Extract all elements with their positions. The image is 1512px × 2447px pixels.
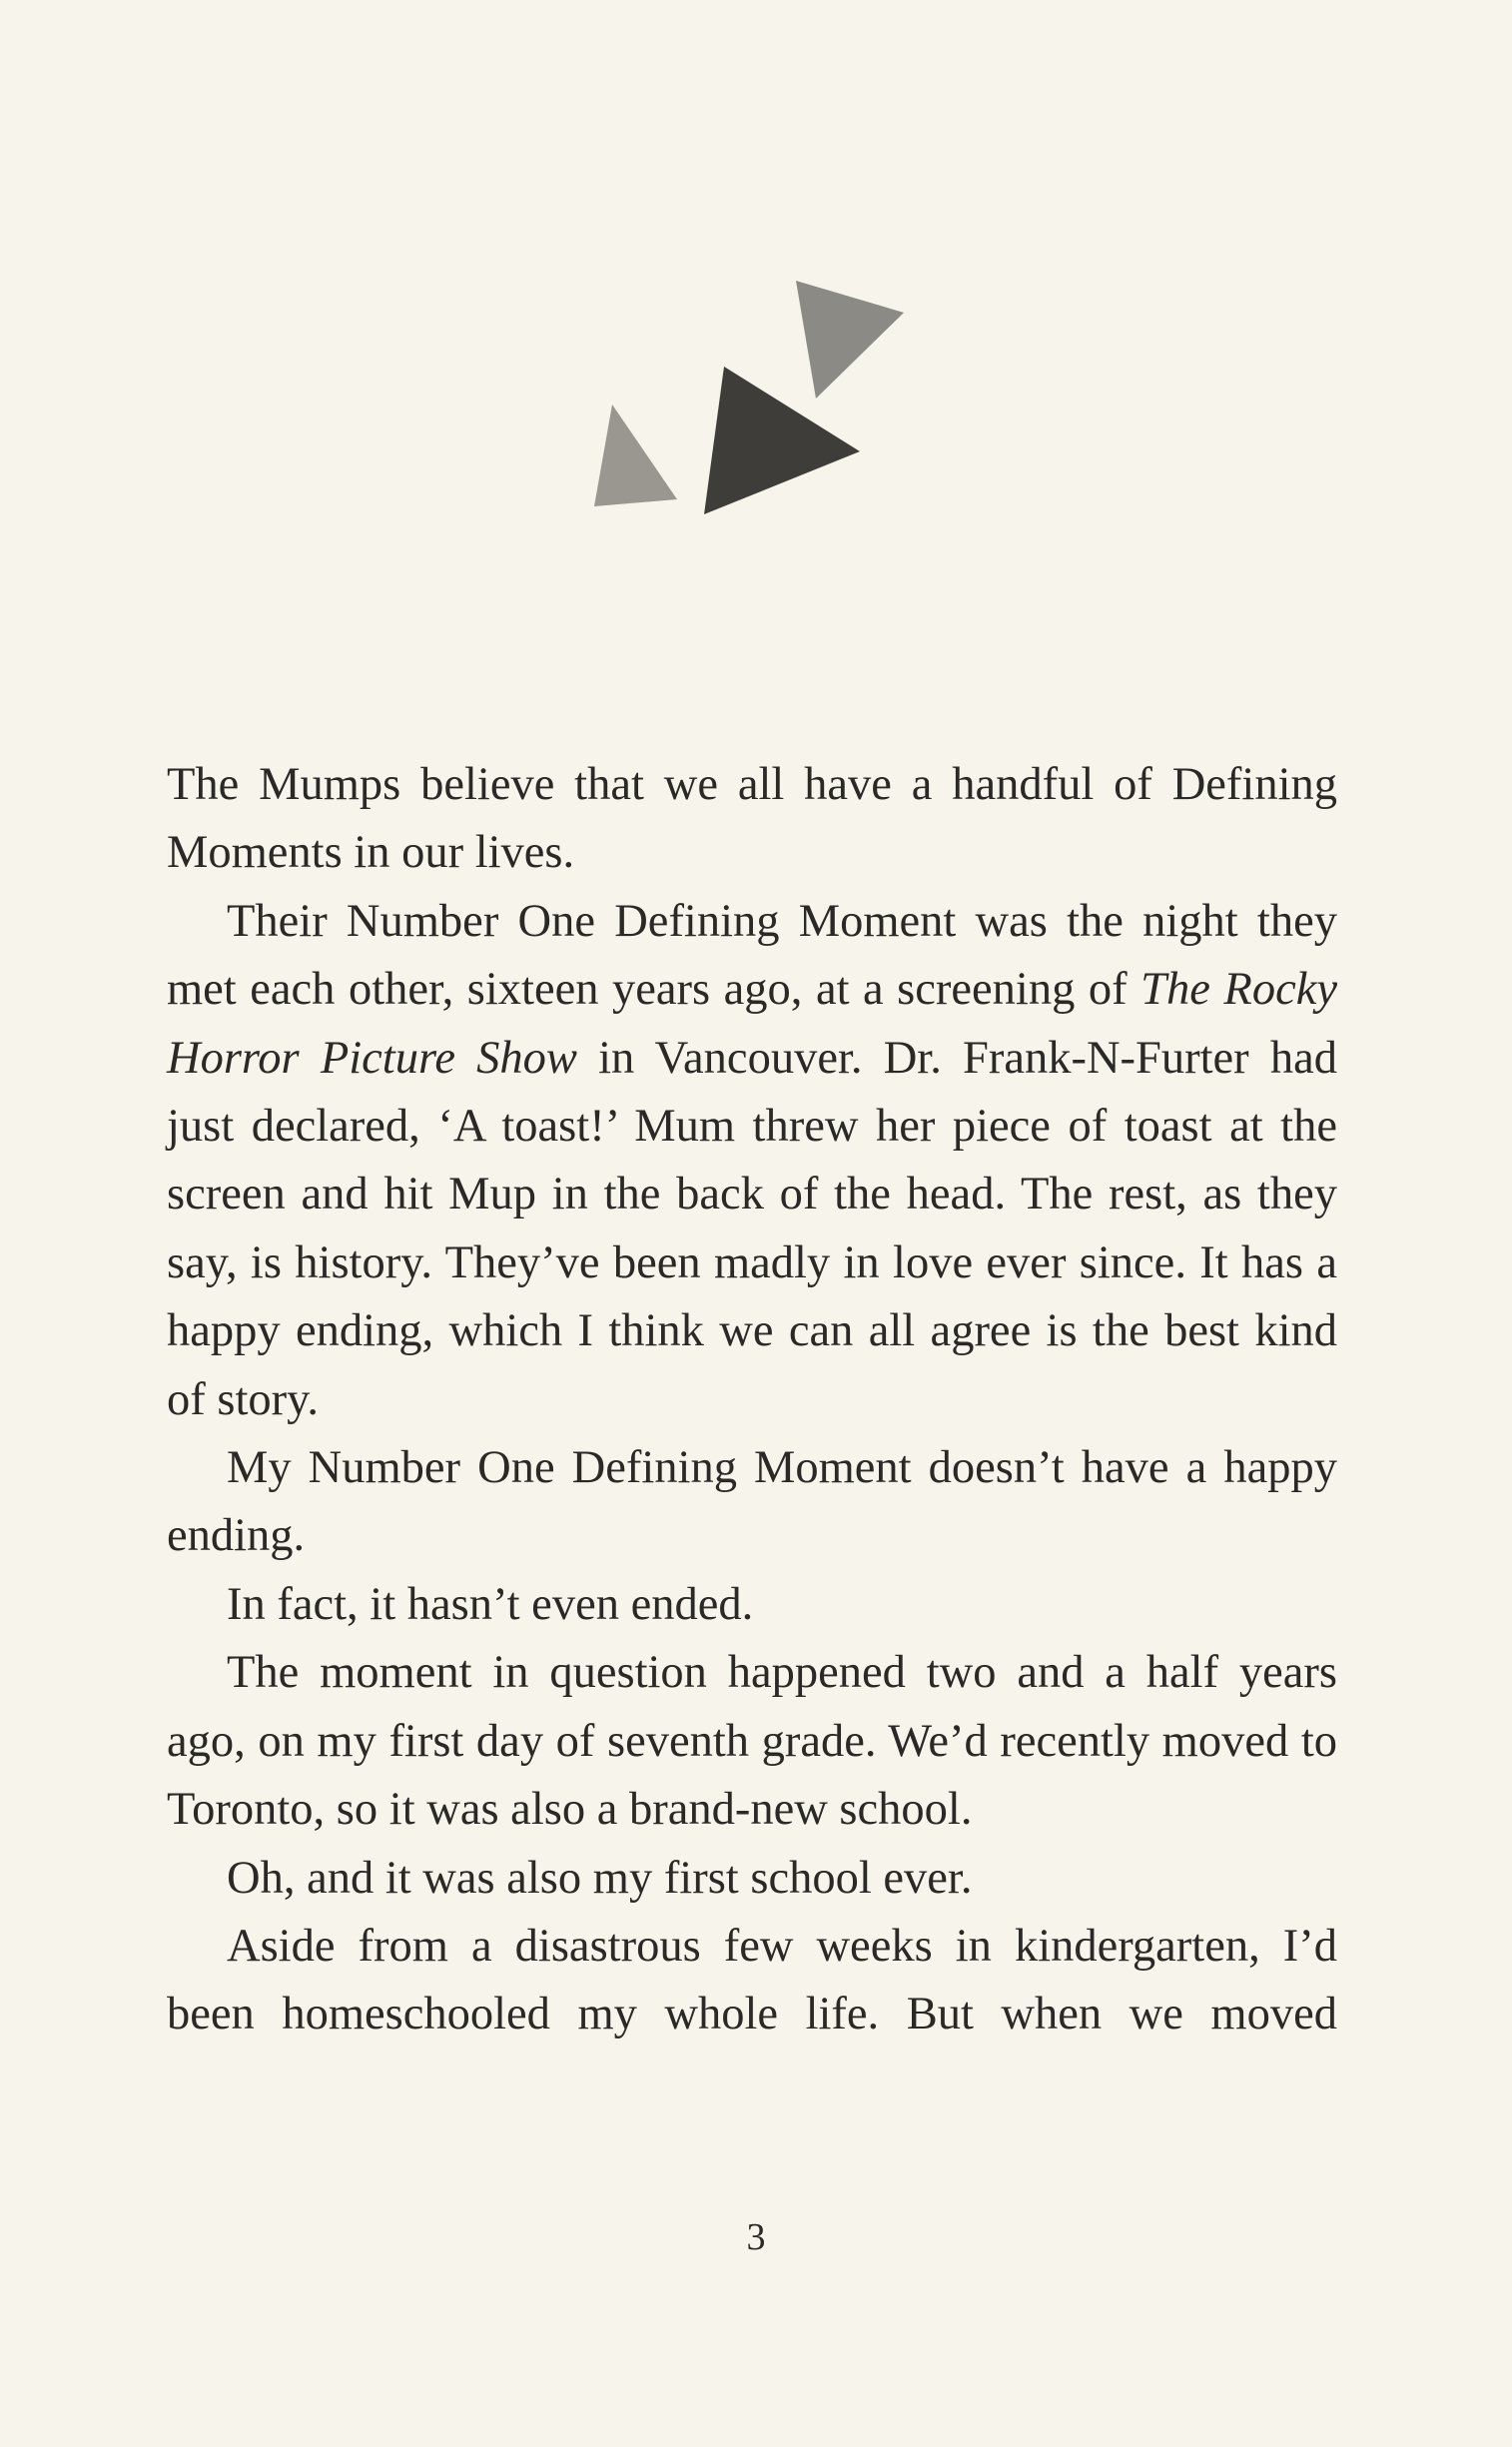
paragraph-text: In fact, it hasn’t even ended. — [227, 1578, 754, 1630]
paragraph — [167, 1845, 1337, 1913]
paragraph-text: The Mumps believe that we all have a handful of Defining Moments in our lives. — [167, 759, 1337, 879]
grey-triangle-icon — [796, 281, 904, 399]
paragraph — [167, 1434, 1337, 1571]
paragraph-text: Oh, and it was also my first school ever. — [227, 1852, 973, 1904]
paragraph-text: Their Number One Defining Moment was the night they met each other, sixteen years ago, at a screening of — [167, 895, 1337, 1016]
paragraph — [167, 888, 1337, 1434]
paragraph-text: Aside from a disastrous few weeks in kindergarten, I’d been homeschooled my whole life. But when we moved — [167, 1920, 1337, 2040]
paragraph-text: in Vancouver. Dr. Frank-N-Furter had just declared, ‘A toast!’ Mum threw her piece of toast at the screen and hit Mup in the back of the head. The rest, as they say, is history. They’ve been madly in love ever since. It has a happy ending, which I think we can all agree is the best kind of story. — [167, 1032, 1337, 1425]
paragraph — [167, 1571, 1337, 1639]
light-triangle-icon — [594, 405, 677, 506]
paragraph-text: The moment in question happened two and a half years ago, on my first day of seventh grade. We’d recently moved to Toronto, so it was also a brand-new school. — [167, 1647, 1337, 1836]
paragraph-text: My Number One Defining Moment doesn’t have a happy ending. — [167, 1442, 1337, 1562]
paragraph — [167, 1639, 1337, 1844]
dark-triangle-icon — [704, 367, 860, 514]
page-number: 3 — [746, 2216, 766, 2258]
italic-title-text: The Rocky Horror Picture Show — [167, 964, 1337, 1084]
triangles-ornament-icon — [584, 275, 924, 534]
body-text — [167, 751, 1337, 2049]
paragraph — [167, 1913, 1337, 2049]
paragraph — [167, 751, 1337, 888]
